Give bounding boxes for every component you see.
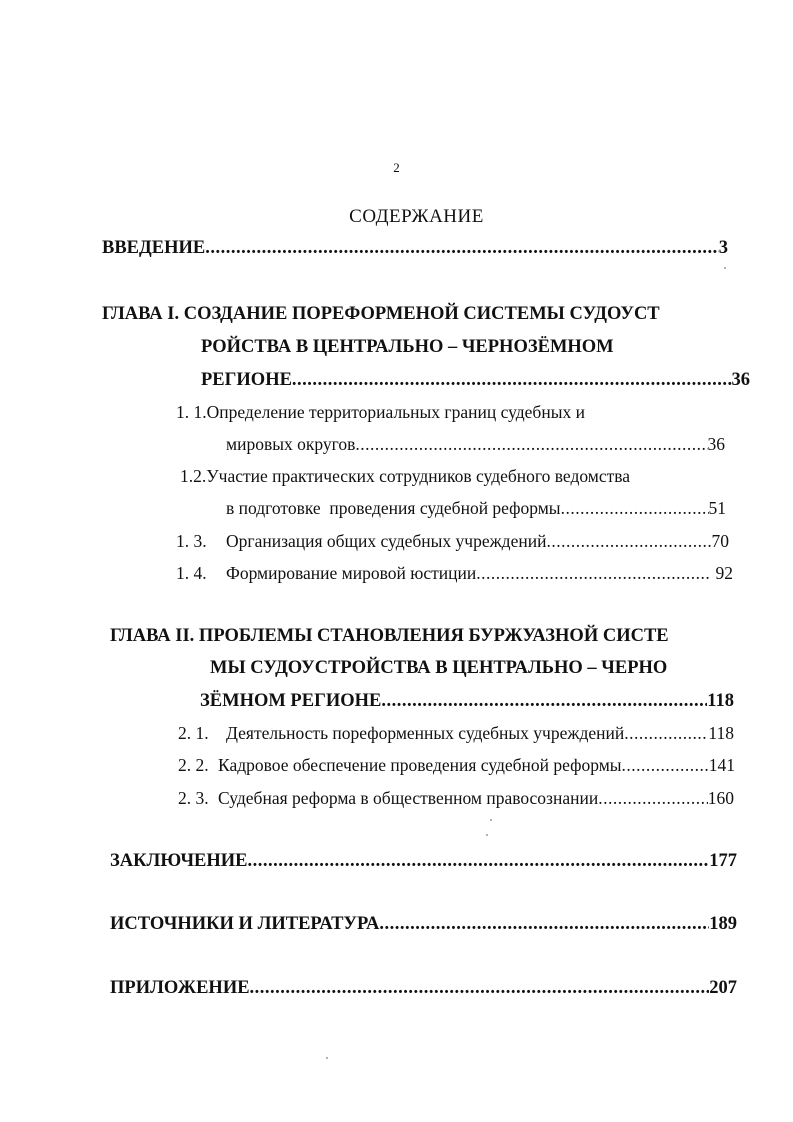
toc-entry-conclusion[interactable]	[110, 849, 737, 873]
chapter2-heading-line2[interactable]: МЫ СУДОУСТРОЙСТВА В ЦЕНТРАЛЬНО – ЧЕРНО	[210, 658, 668, 678]
leader-dots	[250, 976, 710, 1000]
leader-dots	[205, 236, 719, 260]
scan-speck	[326, 1057, 328, 1059]
toc-entry-section-1-3[interactable]	[176, 529, 729, 553]
leader-dots	[248, 849, 710, 873]
toc-page-number: 118	[707, 691, 734, 711]
toc-entry-appendix[interactable]	[110, 976, 737, 1000]
section-number: 1. 1.	[176, 402, 207, 422]
toc-entry-section-2-2[interactable]	[178, 753, 735, 777]
toc-entry-section-1-2-line1[interactable]	[180, 464, 740, 488]
toc-entry-section-1-1[interactable]	[226, 432, 725, 456]
section-title: Деятельность пореформенных судебных учреждений	[226, 723, 625, 743]
toc-page-number: 141	[708, 755, 735, 775]
toc-entry-label: ЗЁМНОМ РЕГИОНЕ	[200, 691, 382, 711]
section-number: 2. 2.	[178, 755, 209, 775]
toc-entry-section-1-1-line1[interactable]	[176, 400, 736, 424]
section-number: 1.2.	[180, 466, 207, 486]
toc-page-number: 36	[707, 434, 725, 454]
chapter2-heading-line1[interactable]: ГЛАВА II. ПРОБЛЕМЫ СТАНОВЛЕНИЯ БУРЖУАЗНОЙ СИСТЕ	[110, 626, 669, 646]
toc-page-number: 207	[709, 978, 737, 998]
section-title: Кадровое обеспечение проведения судебной реформы	[218, 755, 622, 775]
leader-dots	[379, 912, 709, 936]
toc-entry-section-1-4[interactable]	[176, 561, 733, 585]
toc-entry-label: ВВЕДЕНИЕ	[102, 238, 206, 258]
leader-dots	[476, 561, 711, 585]
toc-entry-section-1-2[interactable]	[226, 496, 726, 520]
toc-title: СОДЕРЖАНИЕ	[349, 206, 484, 227]
section-title: Формирование мировой юстиции	[226, 563, 477, 583]
toc-entry-intro[interactable]	[102, 236, 728, 260]
section-number: 2. 3.	[178, 788, 209, 808]
toc-page-number: 70	[711, 531, 729, 551]
toc-entry-sources[interactable]	[110, 912, 737, 936]
toc-page-number: 177	[709, 851, 737, 871]
toc-page-number: 160	[707, 788, 734, 808]
scan-speck	[724, 267, 726, 269]
section-title-cont: в подготовке проведения судебной реформы	[226, 498, 561, 518]
leader-dots	[622, 753, 709, 777]
section-number: 1. 3.	[176, 531, 207, 551]
section-number: 1. 4.	[176, 563, 207, 583]
leader-dots	[624, 721, 708, 745]
leader-dots	[355, 432, 707, 456]
section-title: Организация общих судебных учреждений	[226, 531, 547, 551]
page-number: 2	[393, 160, 400, 175]
chapter1-heading-line1[interactable]: ГЛАВА I. СОЗДАНИЕ ПОРЕФОРМЕНОЙ СИСТЕМЫ СУДОУСТ	[102, 304, 660, 324]
toc-entry-label: ПРИЛОЖЕНИЕ	[110, 978, 250, 998]
scan-speck	[486, 834, 488, 836]
toc-entry-chapter1[interactable]	[201, 368, 750, 392]
toc-page-number: 92	[711, 563, 733, 583]
section-title: Участие практических сотрудников судебного ведомства	[206, 466, 631, 486]
section-number: 2. 1.	[178, 723, 209, 743]
chapter1-heading-line2[interactable]: РОЙСТВА В ЦЕНТРАЛЬНО – ЧЕРНОЗЁМНОМ	[201, 337, 614, 357]
section-title: Определение территориальных границ судебных и	[206, 402, 585, 422]
section-title: Судебная реформа в общественном правосознании	[218, 788, 599, 808]
leader-dots	[598, 786, 708, 810]
toc-entry-section-2-1[interactable]	[178, 721, 734, 745]
leader-dots	[381, 689, 707, 713]
toc-page-number: 36	[731, 370, 750, 390]
toc-entry-label: ИСТОЧНИКИ И ЛИТЕРАТУРА	[110, 914, 380, 934]
toc-page-number: 189	[709, 914, 737, 934]
leader-dots	[292, 368, 732, 392]
section-title-cont: мировых округов	[226, 434, 356, 454]
toc-page-number: 3	[718, 238, 728, 258]
toc-entry-label: РЕГИОНЕ	[201, 370, 292, 390]
toc-entry-section-2-3[interactable]	[178, 786, 734, 810]
leader-dots	[546, 529, 711, 553]
leader-dots	[561, 496, 709, 520]
scan-speck	[490, 819, 492, 821]
toc-entry-chapter2[interactable]	[200, 689, 734, 713]
toc-page-number: 118	[708, 723, 734, 743]
toc-page-number: 51	[708, 498, 726, 518]
toc-entry-label: ЗАКЛЮЧЕНИЕ	[110, 851, 248, 871]
